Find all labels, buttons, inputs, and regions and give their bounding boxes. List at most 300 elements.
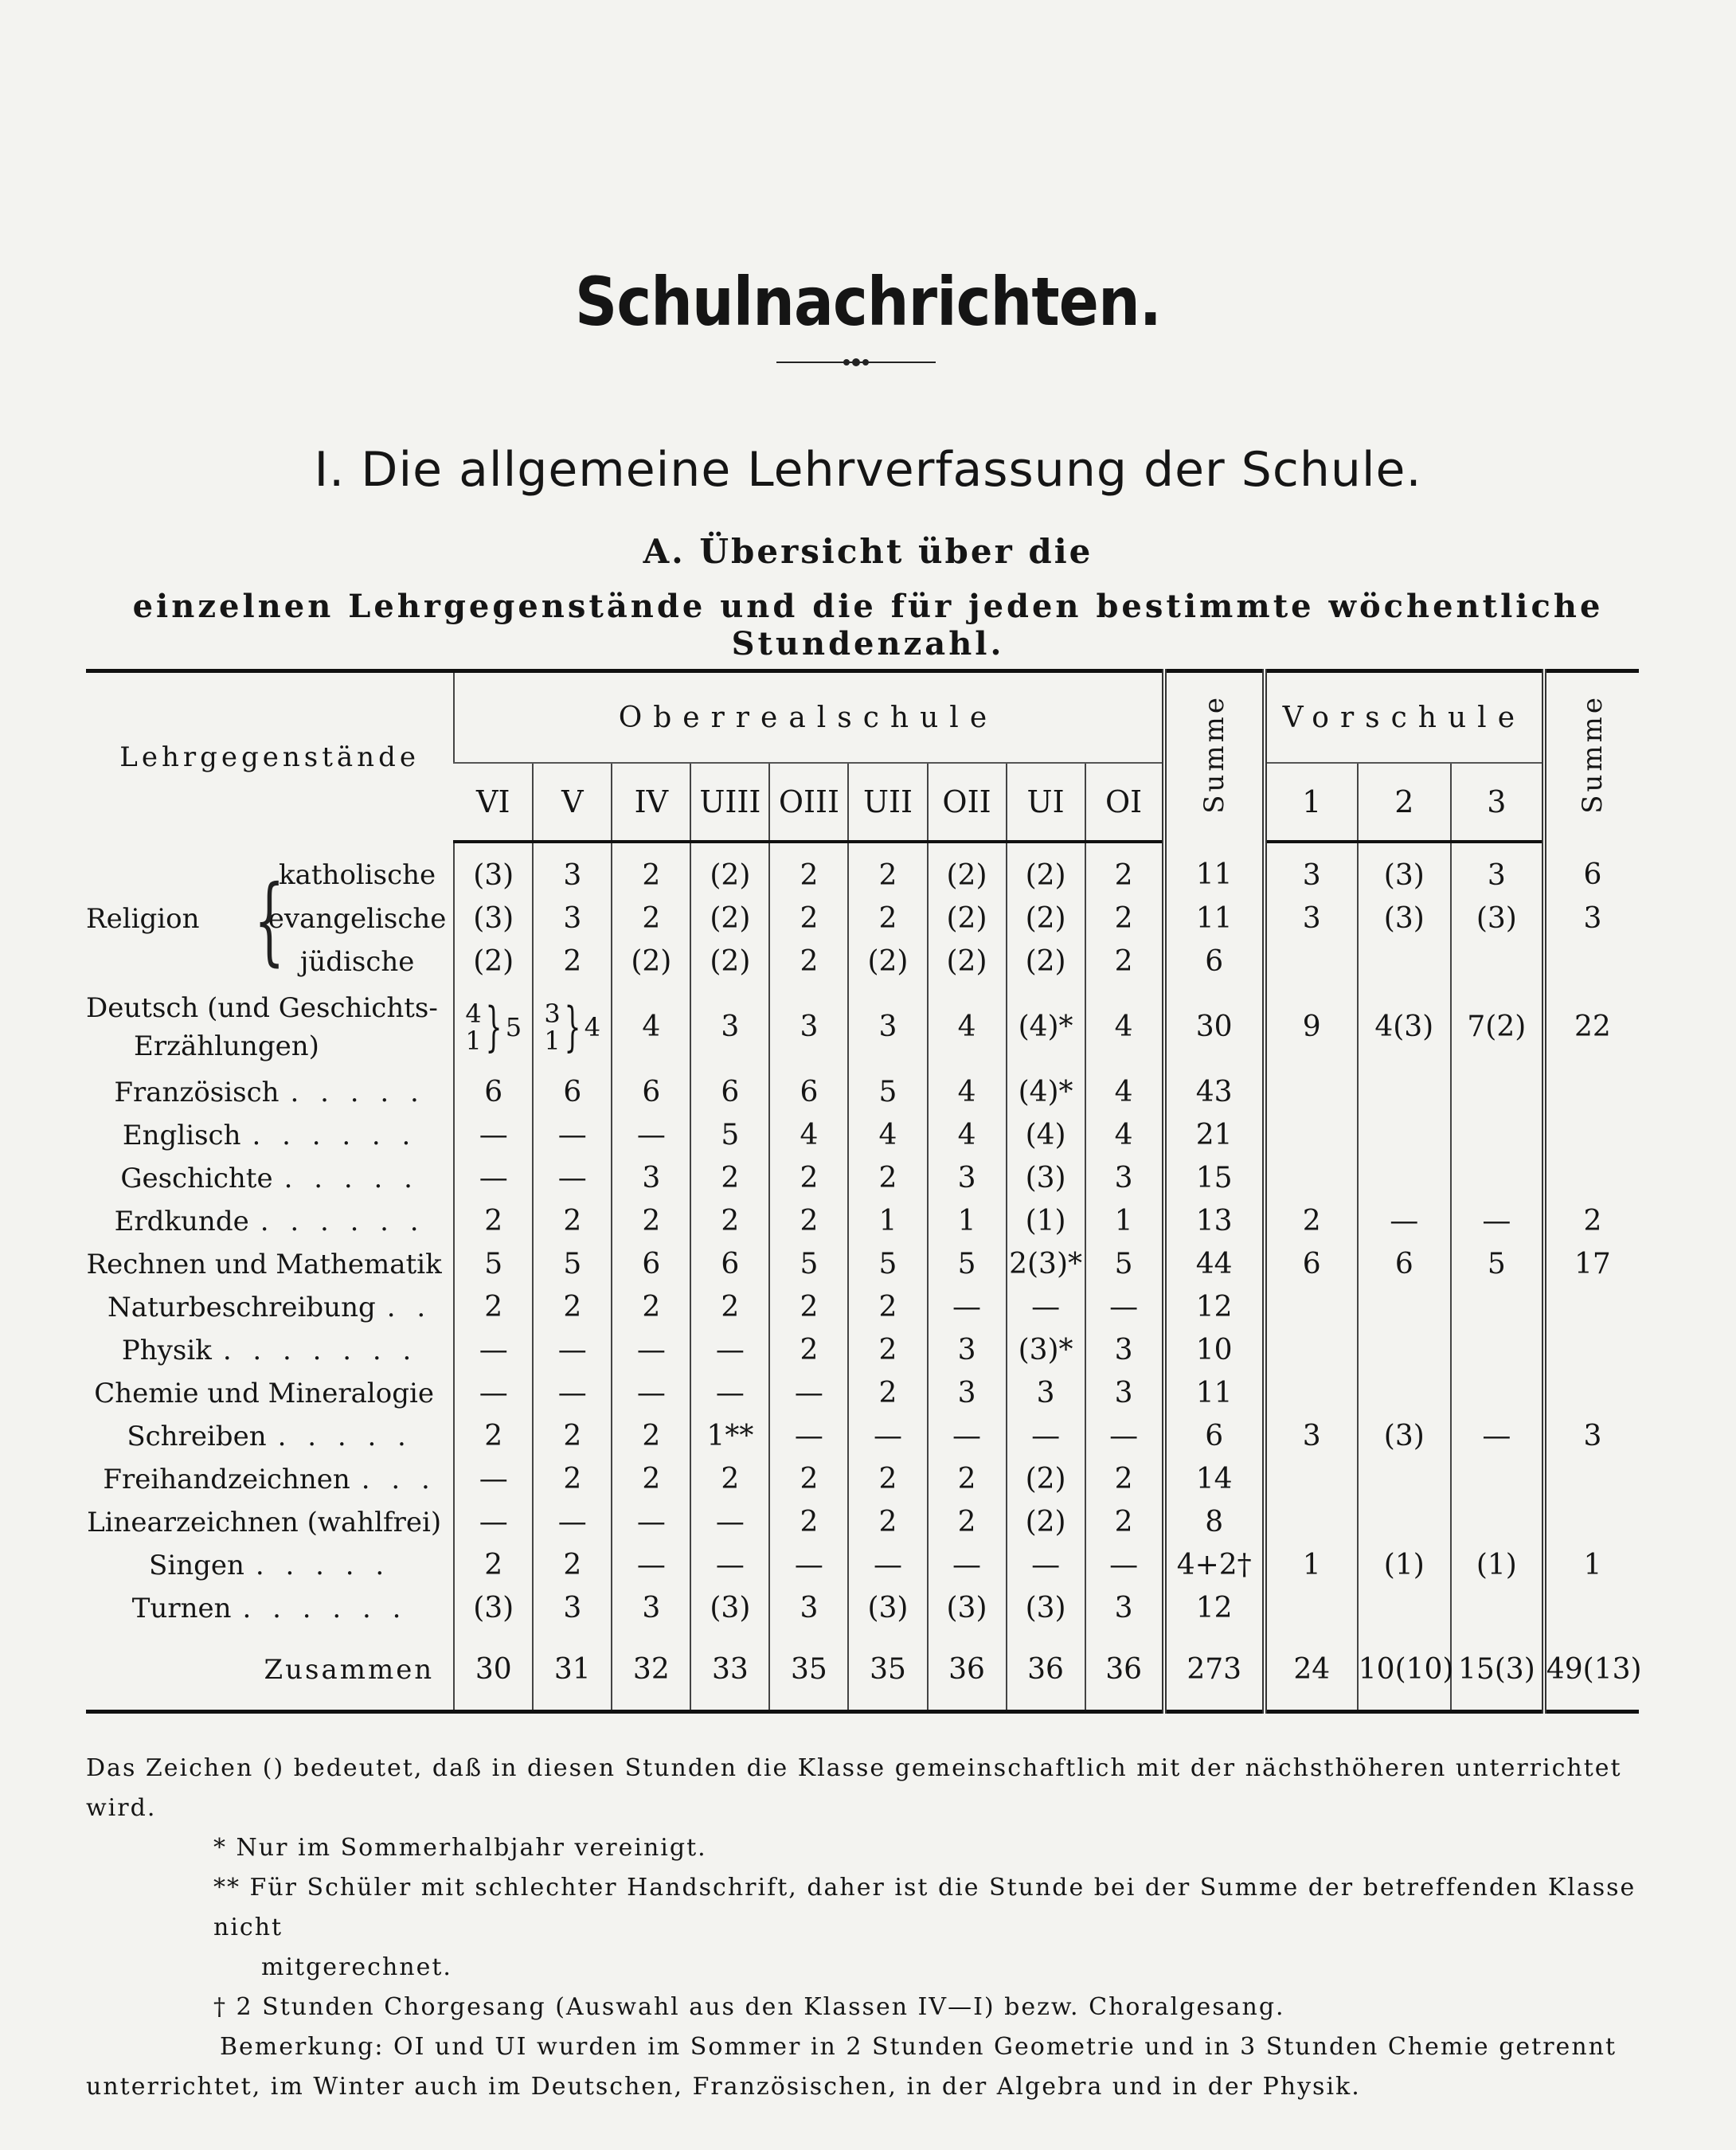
- hours-cell: —: [533, 1501, 612, 1544]
- vorschule-sum-cell: [1544, 940, 1639, 983]
- hours-cell: (1): [1007, 1200, 1085, 1243]
- vorschule-cell: 5: [1451, 1243, 1544, 1286]
- hours-cell: —: [612, 1114, 690, 1157]
- religion-label-wrap: [86, 940, 453, 983]
- vorschule-cell: [1451, 1286, 1544, 1329]
- class-header: OIII: [769, 763, 848, 842]
- hours-cell: 3: [1085, 1372, 1164, 1415]
- hours-cell: 6: [690, 1243, 769, 1286]
- split-brace: }: [564, 996, 581, 1057]
- hours-cell: 2: [848, 1157, 927, 1200]
- leader-dots: . .: [386, 1292, 432, 1323]
- hours-cell: (2): [1007, 897, 1085, 940]
- hours-cell: 2: [533, 1286, 612, 1329]
- vorschule-cell: [1265, 1114, 1358, 1157]
- hours-cell: 3: [1085, 1157, 1164, 1200]
- table-row: [86, 1501, 1639, 1544]
- hours-cell: —: [769, 1372, 848, 1415]
- class-header: V: [533, 763, 612, 842]
- vorschule-sum-cell: 3: [1544, 1415, 1639, 1458]
- vorschule-sum-cell: 3: [1544, 897, 1639, 940]
- vorschule-cell: [1265, 1329, 1358, 1372]
- vorschule-sum-cell: 6: [1544, 842, 1639, 897]
- vorschule-cell: [1451, 1458, 1544, 1501]
- subject-cell: [86, 1458, 454, 1501]
- sum-cell: 30: [1164, 983, 1265, 1071]
- subject-label: Chemie und Mineralogie: [94, 1378, 434, 1409]
- vorschule-cell: 3: [1451, 842, 1544, 897]
- hours-cell: 5: [769, 1243, 848, 1286]
- religion-denomination: evangelische: [268, 903, 447, 935]
- sum-cell: 12: [1164, 1587, 1265, 1630]
- subject-cell: [86, 1415, 454, 1458]
- table-row: [86, 940, 1639, 983]
- subject-cell: [86, 1501, 454, 1544]
- vorschule-cell: [1265, 940, 1358, 983]
- vorschule-class-header: 3: [1451, 763, 1544, 842]
- table-row: [86, 1071, 1639, 1114]
- vorschule-cell: [1265, 1372, 1358, 1415]
- hours-cell: 4: [1085, 1071, 1164, 1114]
- vorschule-sum-cell: 22: [1544, 983, 1639, 1071]
- hours-cell: 5: [690, 1114, 769, 1157]
- vorschule-sum-cell: 49(13): [1544, 1630, 1639, 1712]
- sum-cell: 6: [1164, 940, 1265, 983]
- sum-cell: 15: [1164, 1157, 1265, 1200]
- table-row-deutsch: [86, 983, 1639, 1071]
- hours-cell: 3: [928, 1372, 1007, 1415]
- subject-label: Physik: [121, 1335, 212, 1366]
- hours-cell: (3): [454, 842, 533, 897]
- vorschule-cell: [1451, 1071, 1544, 1114]
- subject-cell: [86, 1329, 454, 1372]
- hours-cell: 2: [848, 1501, 927, 1544]
- class-header: IV: [612, 763, 690, 842]
- hours-cell: (3): [848, 1587, 927, 1630]
- hours-cell: 2: [454, 1200, 533, 1243]
- religion-denomination: katholische: [279, 859, 436, 891]
- header-sum-oberrealschule: [1164, 671, 1265, 842]
- hours-cell: 3: [533, 842, 612, 897]
- sum-cell: 273: [1164, 1630, 1265, 1712]
- hours-cell: 2: [533, 1415, 612, 1458]
- split-part: 1: [544, 1026, 561, 1056]
- subject-label-continued: Erzählungen): [134, 1030, 319, 1062]
- hours-cell: (4)*: [1007, 1071, 1085, 1114]
- hours-cell: (2): [928, 842, 1007, 897]
- hours-cell: (2): [1007, 940, 1085, 983]
- vorschule-class-header: 1: [1265, 763, 1358, 842]
- header-sum-text: Summe: [1576, 694, 1609, 814]
- subject-cell: [86, 940, 454, 983]
- hours-cell: 2: [769, 897, 848, 940]
- total-label: Zusammen: [86, 1630, 454, 1712]
- hours-cell: 4: [848, 1114, 927, 1157]
- hours-cell: 2: [1085, 940, 1164, 983]
- hours-cell: 2: [769, 1200, 848, 1243]
- sum-cell: 6: [1164, 1415, 1265, 1458]
- subject-cell: [86, 1071, 454, 1114]
- table-row: [86, 897, 1639, 940]
- hours-cell: 5: [928, 1243, 1007, 1286]
- hours-cell: 31: [533, 1630, 612, 1712]
- note-asterisk: * Nur im Sommerhalbjahr vereinigt.: [213, 1834, 707, 1862]
- hours-cell: (2): [612, 940, 690, 983]
- hours-cell: 1: [848, 1200, 927, 1243]
- sum-cell: 11: [1164, 842, 1265, 897]
- hours-cell: 2: [848, 842, 927, 897]
- split-part: 3: [544, 999, 561, 1029]
- subject-label: Singen: [149, 1550, 244, 1581]
- table-row: [86, 1157, 1639, 1200]
- vorschule-cell: 1: [1265, 1544, 1358, 1587]
- sum-cell: 43: [1164, 1071, 1265, 1114]
- hours-cell: 2: [848, 1286, 927, 1329]
- subject-label: Freihandzeichnen: [103, 1464, 350, 1495]
- class-header: UI: [1007, 763, 1085, 842]
- hours-cell: 2: [769, 1458, 848, 1501]
- leader-dots: . . .: [361, 1464, 436, 1495]
- hours-cell: 4: [928, 983, 1007, 1071]
- vorschule-cell: [1358, 1372, 1451, 1415]
- vorschule-cell: 2: [1265, 1200, 1358, 1243]
- hours-cell: 5: [454, 1243, 533, 1286]
- hours-cell: 3: [533, 897, 612, 940]
- hours-cell: —: [612, 1372, 690, 1415]
- table-row: [86, 1243, 1639, 1286]
- hours-cell: 2: [612, 897, 690, 940]
- table-row: [86, 1544, 1639, 1587]
- subject-label: Erdkunde: [114, 1206, 249, 1237]
- hours-cell: —: [454, 1372, 533, 1415]
- class-header: UII: [848, 763, 927, 842]
- vorschule-sum-cell: 17: [1544, 1243, 1639, 1286]
- hours-cell: 2: [848, 1372, 927, 1415]
- hours-cell: —: [690, 1329, 769, 1372]
- hours-cell: —: [1007, 1415, 1085, 1458]
- table-row-total: [86, 1630, 1639, 1712]
- hours-cell: —: [928, 1286, 1007, 1329]
- religion-label: Religion: [86, 903, 200, 935]
- leader-dots: . . . . . .: [242, 1593, 408, 1624]
- vorschule-cell: [1451, 1501, 1544, 1544]
- vorschule-cell: —: [1451, 1200, 1544, 1243]
- sum-cell: 44: [1164, 1243, 1265, 1286]
- hours-cell: 4: [1085, 983, 1164, 1071]
- vorschule-cell: [1358, 1157, 1451, 1200]
- hours-cell: —: [533, 1157, 612, 1200]
- hours-cell: 2: [769, 1501, 848, 1544]
- hours-cell: 2: [454, 1286, 533, 1329]
- subsection-heading: A. Übersicht über die: [643, 532, 1093, 571]
- vorschule-cell: [1358, 1458, 1451, 1501]
- hours-cell: —: [454, 1501, 533, 1544]
- vorschule-sum-cell: [1544, 1071, 1639, 1114]
- hours-cell: 2: [928, 1458, 1007, 1501]
- leader-dots: . . . . .: [277, 1421, 412, 1452]
- split-total: 4: [584, 1012, 601, 1042]
- hours-cell: —: [848, 1544, 927, 1587]
- header-sum-text: Summe: [1198, 694, 1230, 814]
- sum-cell: 4+2†: [1164, 1544, 1265, 1587]
- vorschule-cell: [1358, 1329, 1451, 1372]
- hours-cell: (4)*: [1007, 983, 1085, 1071]
- vorschule-cell: 9: [1265, 983, 1358, 1071]
- hours-cell: 2: [533, 1458, 612, 1501]
- hours-cell: 2: [1085, 842, 1164, 897]
- hours-cell: —: [690, 1372, 769, 1415]
- hours-cell: —: [769, 1544, 848, 1587]
- page-title: Schulnachrichten.: [574, 263, 1162, 341]
- vorschule-sum-cell: 2: [1544, 1200, 1639, 1243]
- table-row: [86, 1200, 1639, 1243]
- split-parts: [465, 1000, 481, 1054]
- subject-cell: [86, 1114, 454, 1157]
- vorschule-cell: (3): [1358, 842, 1451, 897]
- hours-cell: 1: [928, 1200, 1007, 1243]
- hours-cell: 2: [769, 1329, 848, 1372]
- lesson-hours-table: [86, 669, 1642, 1714]
- hours-cell: (2): [690, 842, 769, 897]
- hours-cell: —: [1085, 1286, 1164, 1329]
- hours-cell: 2: [690, 1157, 769, 1200]
- header-sum-vorschule: [1544, 671, 1639, 842]
- subject-cell: [86, 1200, 454, 1243]
- hours-cell: —: [612, 1329, 690, 1372]
- hours-cell: (2): [1007, 842, 1085, 897]
- vorschule-sum-cell: 1: [1544, 1544, 1639, 1587]
- hours-cell: 2: [1085, 897, 1164, 940]
- hours-cell: 2: [612, 842, 690, 897]
- vorschule-cell: —: [1451, 1415, 1544, 1458]
- vorschule-cell: [1265, 1157, 1358, 1200]
- hours-cell: (3): [690, 1587, 769, 1630]
- hours-cell: 2: [533, 1200, 612, 1243]
- hours-cell: 2: [848, 1329, 927, 1372]
- vorschule-cell: 4(3): [1358, 983, 1451, 1071]
- vorschule-sum-cell: [1544, 1372, 1639, 1415]
- vorschule-cell: 6: [1265, 1243, 1358, 1286]
- hours-cell: 4: [769, 1114, 848, 1157]
- hours-cell: (3): [928, 1587, 1007, 1630]
- vorschule-sum-cell: [1544, 1501, 1639, 1544]
- hours-cell: 4: [928, 1114, 1007, 1157]
- vorschule-cell: (1): [1451, 1544, 1544, 1587]
- hours-cell: (2): [848, 940, 927, 983]
- hours-cell: —: [454, 1157, 533, 1200]
- hours-cell: 1: [1085, 1200, 1164, 1243]
- hours-cell: 6: [454, 1071, 533, 1114]
- hours-cell-split: [533, 983, 612, 1071]
- hours-cell: 3: [1085, 1587, 1164, 1630]
- vorschule-cell: [1451, 940, 1544, 983]
- vorschule-cell: (3): [1358, 897, 1451, 940]
- class-header: VI: [454, 763, 533, 842]
- hours-cell: (2): [1007, 1458, 1085, 1501]
- hours-cell: 2: [690, 1200, 769, 1243]
- hours-cell: 2: [928, 1501, 1007, 1544]
- religion-denomination: jüdische: [299, 946, 415, 978]
- vorschule-sum-cell: [1544, 1587, 1639, 1630]
- hours-cell: 3: [928, 1157, 1007, 1200]
- hours-cell: 2: [612, 1458, 690, 1501]
- header-subjects: Lehrgegenstände: [86, 671, 454, 842]
- hours-cell: 5: [1085, 1243, 1164, 1286]
- hours-cell: 3: [533, 1587, 612, 1630]
- note-remark: Bemerkung: OI und UI wurden im Sommer in 2 Stunden Geometrie und in 3 Stunden Chemie getrennt unterrichtet, im Winter auch im Deutschen, Französischen, in der Algebra und in der Physik.: [86, 2033, 1617, 2101]
- hours-cell: 2: [1085, 1501, 1164, 1544]
- hours-cell: 2: [454, 1415, 533, 1458]
- hours-cell: —: [848, 1415, 927, 1458]
- vorschule-sum-cell: [1544, 1329, 1639, 1372]
- hours-cell: 3: [690, 983, 769, 1071]
- hours-cell: 6: [769, 1071, 848, 1114]
- hours-cell: —: [612, 1501, 690, 1544]
- vorschule-cell: (1): [1358, 1544, 1451, 1587]
- hours-cell: 2: [533, 1544, 612, 1587]
- hours-cell: —: [533, 1114, 612, 1157]
- leader-dots: . . . . . . .: [222, 1335, 418, 1366]
- hours-cell: 3: [612, 1157, 690, 1200]
- hours-cell: 3: [848, 983, 927, 1071]
- header-vorschule: Vorschule: [1265, 671, 1544, 764]
- table-row: [86, 1587, 1639, 1630]
- hours-cell: 6: [612, 1243, 690, 1286]
- hours-cell: (4): [1007, 1114, 1085, 1157]
- vorschule-cell: —: [1358, 1200, 1451, 1243]
- hours-cell: 6: [533, 1071, 612, 1114]
- split-part: 1: [465, 1026, 482, 1056]
- vorschule-cell: [1358, 1286, 1451, 1329]
- vorschule-sum-cell: [1544, 1286, 1639, 1329]
- hours-cell: (3): [1007, 1157, 1085, 1200]
- subject-cell: [86, 1544, 454, 1587]
- subject-label: Englisch: [122, 1120, 241, 1151]
- hours-cell: 2: [769, 842, 848, 897]
- hours-cell: 2: [533, 940, 612, 983]
- subject-label: Deutsch (und Geschichts-: [86, 992, 438, 1024]
- note-double-asterisk-continued: mitgerechnet.: [261, 1953, 452, 1981]
- hours-cell: —: [928, 1415, 1007, 1458]
- footnotes: [86, 1749, 1639, 2107]
- hours-cell: 35: [848, 1630, 927, 1712]
- religion-brace: {: [254, 866, 285, 976]
- hours-cell: (2): [690, 940, 769, 983]
- hours-cell: 4: [928, 1071, 1007, 1114]
- hours-cell: 2: [690, 1458, 769, 1501]
- hours-cell: 3: [1085, 1329, 1164, 1372]
- subject-cell: [86, 1587, 454, 1630]
- sum-cell: 10: [1164, 1329, 1265, 1372]
- hours-cell: —: [690, 1544, 769, 1587]
- note-dagger: † 2 Stunden Chorgesang (Auswahl aus den Klassen IV—I) bezw. Choralgesang.: [213, 1993, 1285, 2021]
- vorschule-sum-cell: [1544, 1458, 1639, 1501]
- hours-cell: 3: [612, 1587, 690, 1630]
- table-row: [86, 1372, 1639, 1415]
- hours-cell: —: [454, 1458, 533, 1501]
- subject-label: Linearzeichnen (wahlfrei): [87, 1507, 442, 1538]
- hours-cell: 36: [1085, 1630, 1164, 1712]
- hours-cell: 3: [769, 1587, 848, 1630]
- note-parentheses: Das Zeichen () bedeutet, daß in diesen Stunden die Klasse gemeinschaftlich mit der nächsthöheren unterrichtet wird.: [86, 1754, 1622, 1822]
- hours-cell: 3: [928, 1329, 1007, 1372]
- vorschule-cell: 3: [1265, 842, 1358, 897]
- sum-cell: 14: [1164, 1458, 1265, 1501]
- hours-cell: (2): [1007, 1501, 1085, 1544]
- subject-cell: [86, 1243, 454, 1286]
- class-header: OII: [928, 763, 1007, 842]
- split-hours: [465, 996, 522, 1057]
- hours-cell: —: [769, 1415, 848, 1458]
- hours-cell: —: [533, 1372, 612, 1415]
- section-heading: I. Die allgemeine Lehrverfassung der Schule.: [314, 442, 1422, 498]
- hours-cell: 35: [769, 1630, 848, 1712]
- title-ornament: [776, 354, 936, 370]
- subject-cell: [86, 1157, 454, 1200]
- sum-cell: 13: [1164, 1200, 1265, 1243]
- subject-label: Rechnen und Mathematik: [86, 1249, 442, 1280]
- hours-cell: (2): [928, 940, 1007, 983]
- hours-cell: (3): [454, 1587, 533, 1630]
- table-row: [86, 1458, 1639, 1501]
- hours-cell: 2: [612, 1286, 690, 1329]
- hours-cell: (3): [1007, 1587, 1085, 1630]
- vorschule-sum-cell: [1544, 1114, 1639, 1157]
- hours-cell: —: [533, 1329, 612, 1372]
- hours-cell-split: [454, 983, 533, 1071]
- subject-label: Französisch: [114, 1077, 280, 1108]
- subject-cell: [86, 1372, 454, 1415]
- vorschule-cell: 10(10): [1358, 1630, 1451, 1712]
- leader-dots: . . . . .: [255, 1550, 391, 1581]
- hours-cell: —: [454, 1329, 533, 1372]
- vorschule-cell: [1451, 1157, 1544, 1200]
- subject-label: Turnen: [131, 1593, 232, 1624]
- hours-cell: (3)*: [1007, 1329, 1085, 1372]
- vorschule-class-header: 2: [1358, 763, 1451, 842]
- subject-cell: [86, 983, 454, 1071]
- vorschule-cell: [1358, 940, 1451, 983]
- hours-cell: —: [1007, 1286, 1085, 1329]
- hours-cell: 6: [690, 1071, 769, 1114]
- class-header: UIII: [690, 763, 769, 842]
- hours-cell: 2: [848, 897, 927, 940]
- hours-cell: 5: [848, 1243, 927, 1286]
- vorschule-cell: [1358, 1587, 1451, 1630]
- leader-dots: . . . . .: [290, 1077, 425, 1108]
- header-oberrealschule: Oberrealschule: [454, 671, 1163, 764]
- vorschule-cell: [1265, 1286, 1358, 1329]
- hours-cell: (2): [454, 940, 533, 983]
- table-row: [86, 1114, 1639, 1157]
- table-row: [86, 1415, 1639, 1458]
- hours-cell: 3: [769, 983, 848, 1071]
- hours-cell: 33: [690, 1630, 769, 1712]
- hours-cell: 2: [612, 1415, 690, 1458]
- hours-cell: 1**: [690, 1415, 769, 1458]
- sum-cell: 11: [1164, 897, 1265, 940]
- hours-cell: —: [454, 1114, 533, 1157]
- hours-cell: 30: [454, 1630, 533, 1712]
- leader-dots: . . . . . .: [260, 1206, 425, 1237]
- hours-cell: 4: [1085, 1114, 1164, 1157]
- hours-cell: 2(3)*: [1007, 1243, 1085, 1286]
- vorschule-cell: 15(3): [1451, 1630, 1544, 1712]
- vorschule-cell: 3: [1265, 1415, 1358, 1458]
- hours-cell: —: [1085, 1544, 1164, 1587]
- vorschule-cell: [1265, 1501, 1358, 1544]
- hours-cell: (2): [928, 897, 1007, 940]
